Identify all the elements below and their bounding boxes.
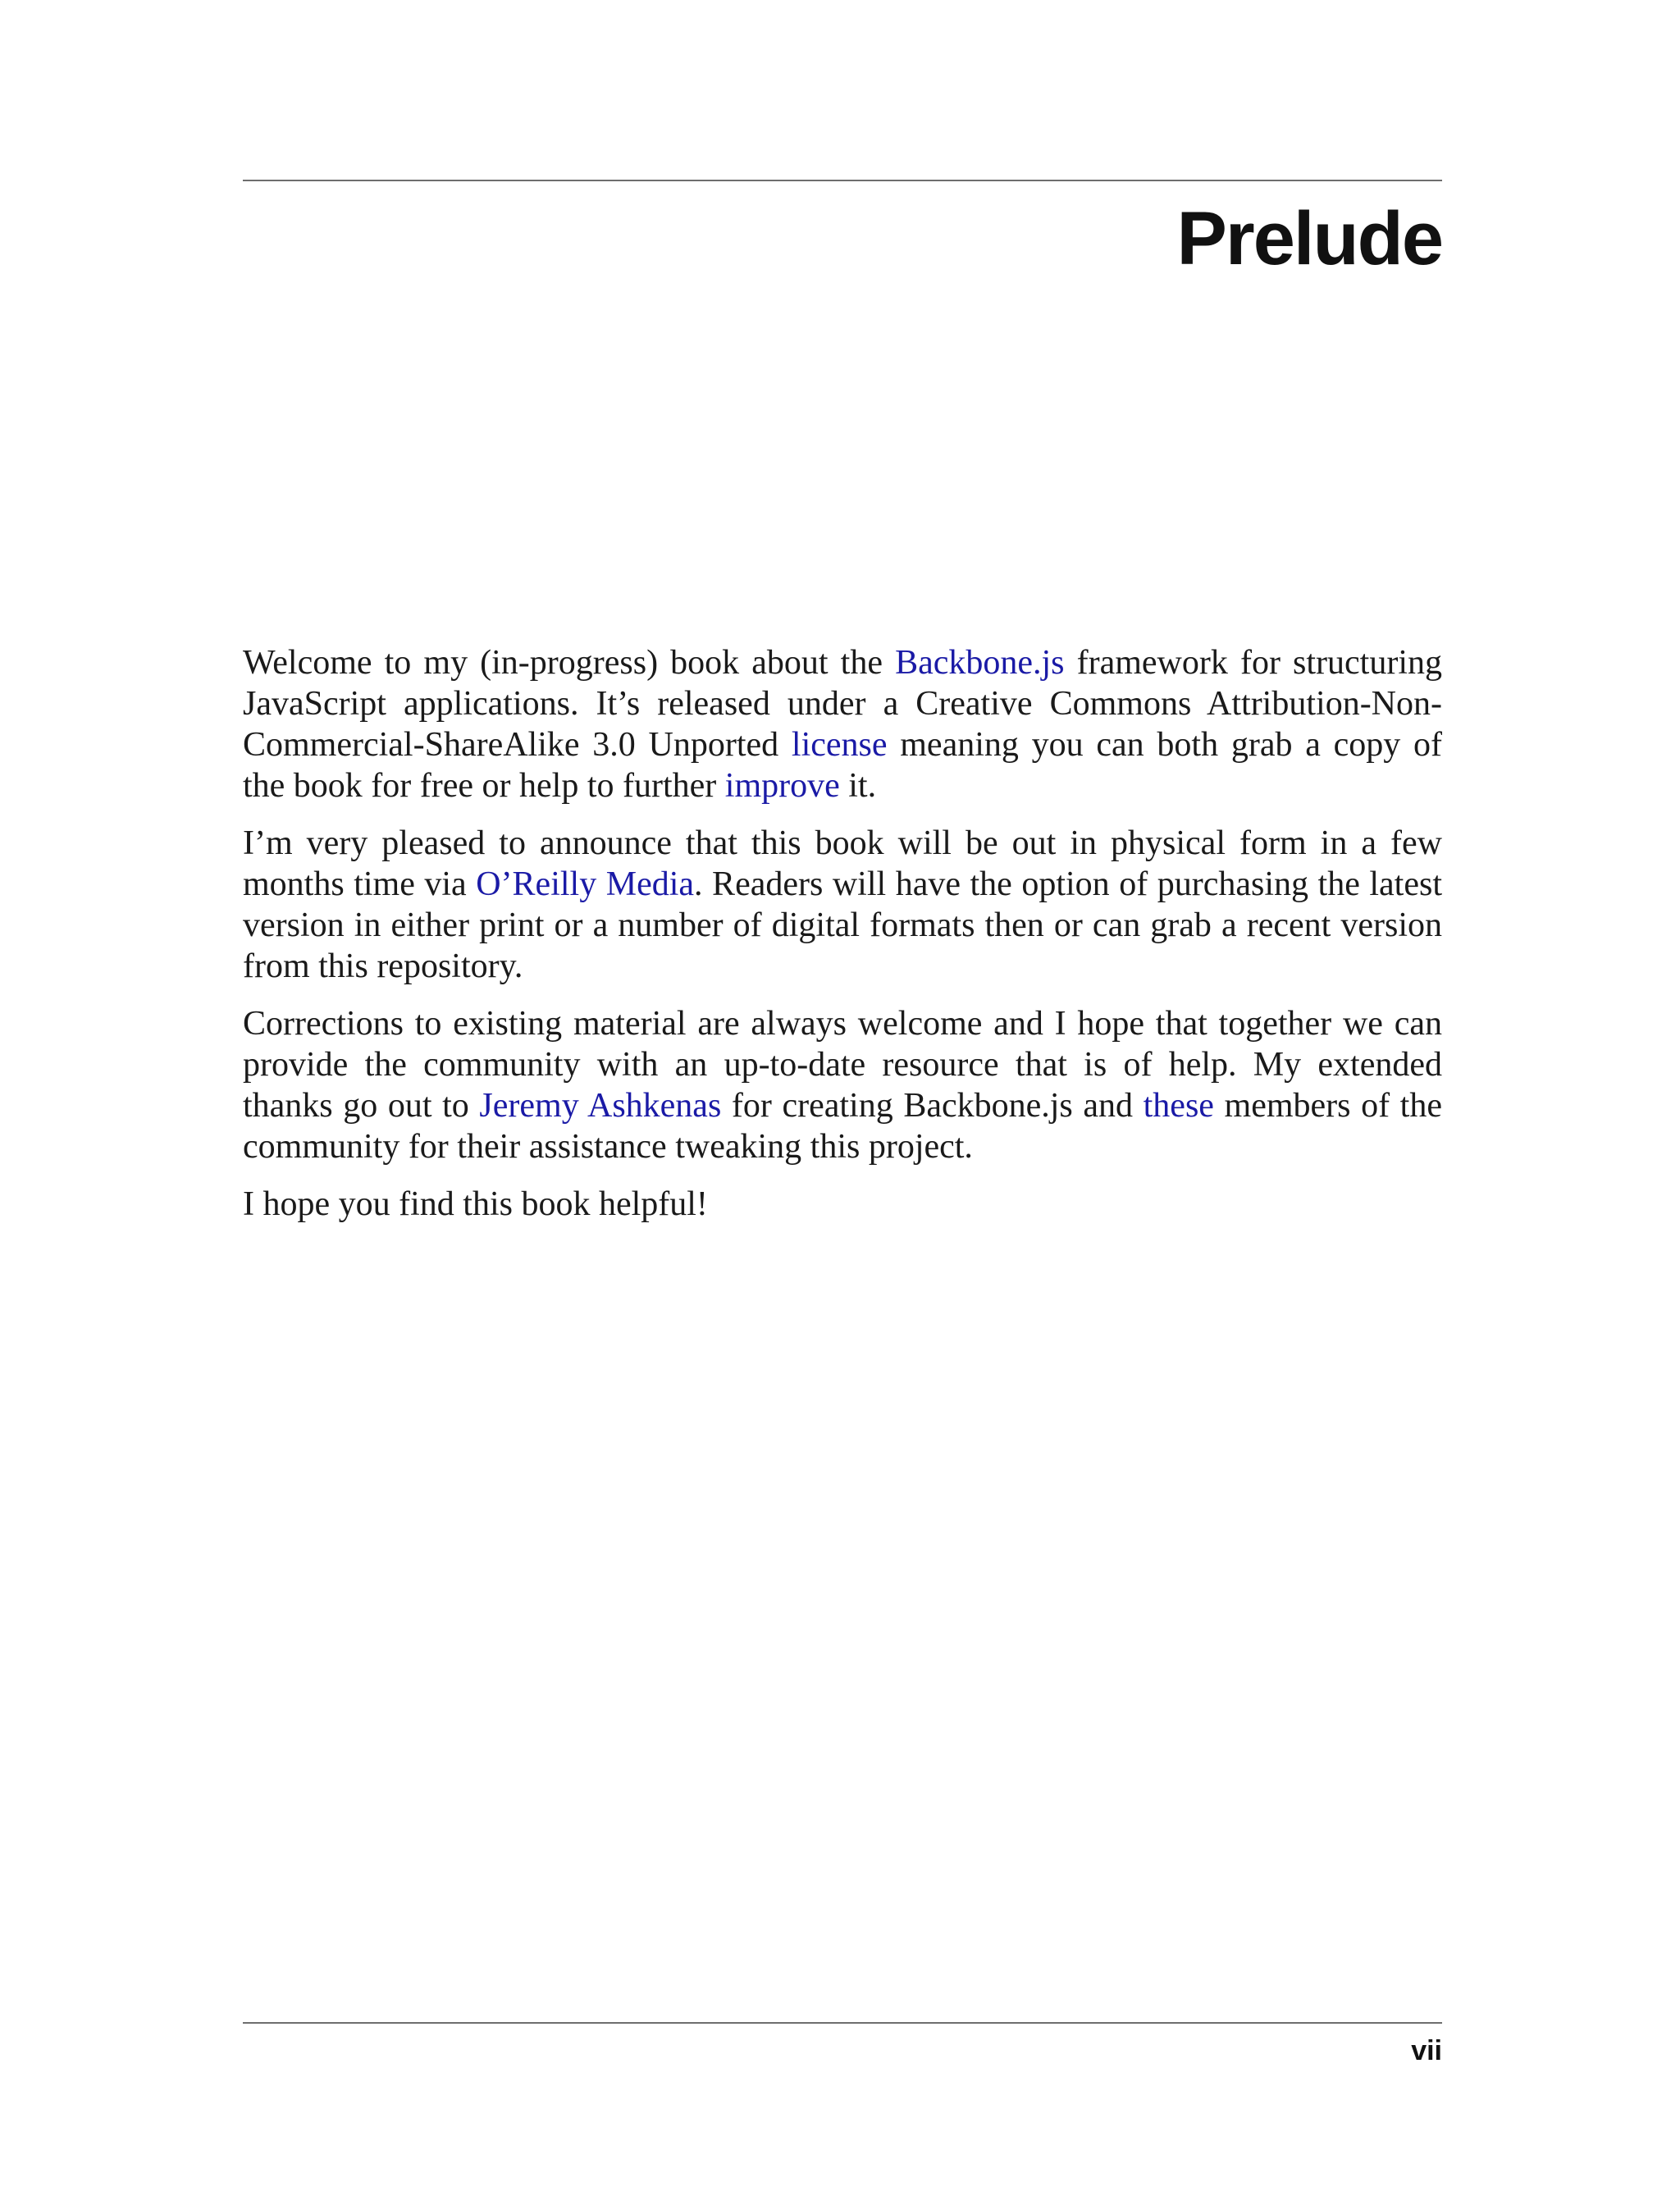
paragraph-text: members of the community for their assistance tweaking this project. [243, 1087, 1442, 1166]
header-rule [243, 180, 1442, 181]
paragraph-announcement [243, 823, 1442, 987]
chapter-title: Prelude [1176, 197, 1442, 281]
paragraph-text: . Readers will have the option of purchasing the latest version in either print or a number of digital formats then or can grab a recent version from this repository. [243, 865, 1442, 985]
backbone-link[interactable]: Backbone.js [895, 644, 1065, 682]
paragraph-text: I’m very pleased to announce that this book will be out in physical form in a few months time via [243, 824, 1442, 903]
oreilly-media-link[interactable]: O’Reilly Media [476, 865, 695, 903]
paragraph-text: Corrections to existing material are always welcome and I hope that together we can provide the community with an up-to-date resource that is of help. My extended thanks go out to [243, 1005, 1442, 1125]
paragraph-closing [243, 1184, 1442, 1225]
prelude-body [243, 642, 1442, 1241]
paragraph-text: Welcome to my (in-progress) book about the [243, 644, 896, 682]
improve-link[interactable]: improve [724, 767, 840, 805]
page-number: vii [1411, 2035, 1442, 2066]
these-contributors-link[interactable]: these [1143, 1087, 1214, 1125]
footer-rule [243, 2022, 1442, 2024]
paragraph-text: for creating Backbone.js and [721, 1087, 1144, 1125]
paragraph-text: I hope you find this book helpful! [243, 1185, 708, 1223]
paragraph-welcome [243, 642, 1442, 806]
paragraph-text: meaning you can both grab a copy of the book for free or help to further [243, 726, 1442, 805]
paragraph-text: framework for structuring JavaScript applications. It’s released under a Creative Commons Attribution-Non-Commercial-ShareAlike 3.0 Unported [243, 644, 1442, 764]
jeremy-ashkenas-link[interactable]: Jeremy Ashkenas [479, 1087, 722, 1125]
paragraph-corrections [243, 1003, 1442, 1167]
paragraph-text: it. [839, 767, 877, 805]
license-link[interactable]: license [791, 726, 888, 764]
